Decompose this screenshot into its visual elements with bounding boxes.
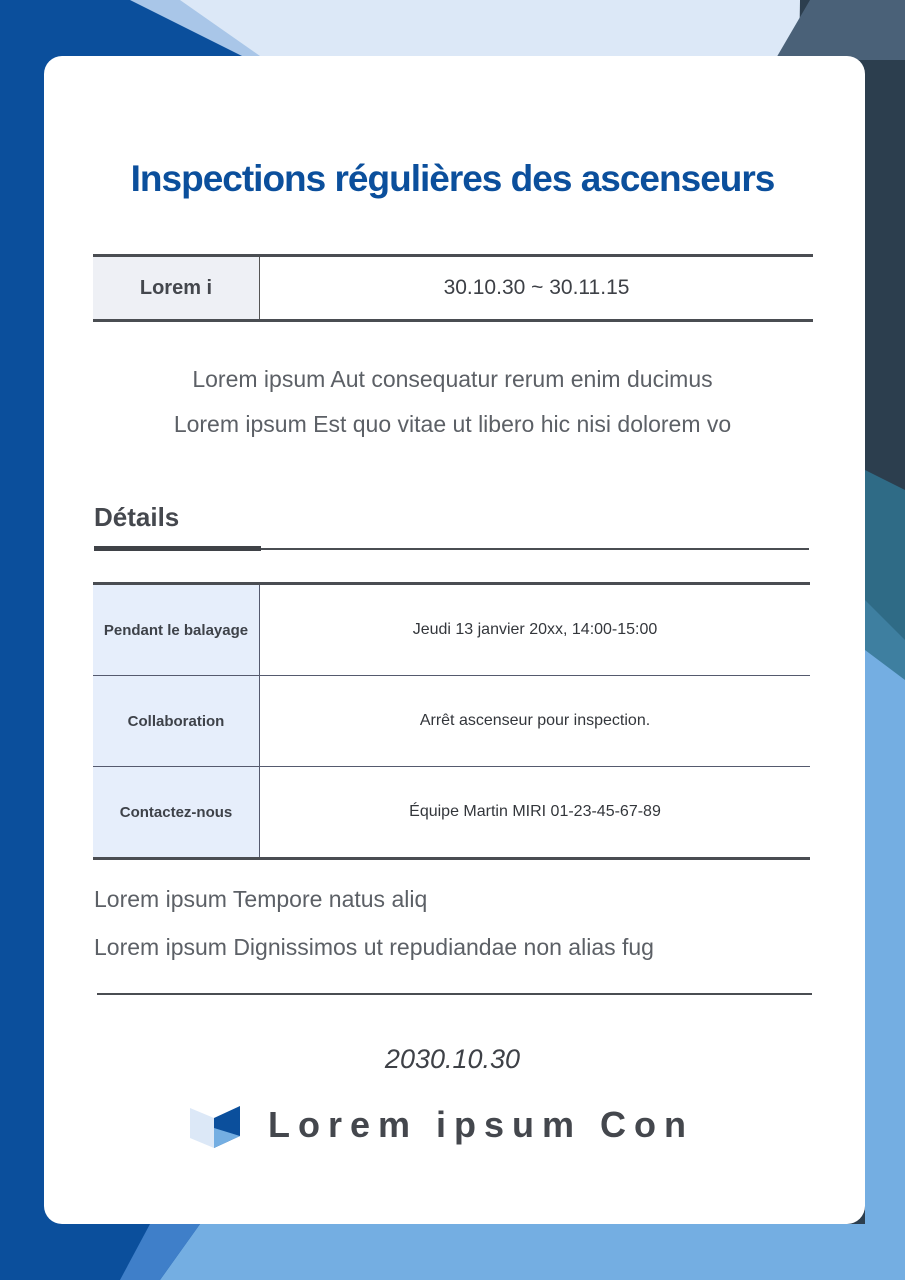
details-heading: Détails bbox=[94, 502, 180, 532]
period-value: 30.10.30 ~ 30.11.15 bbox=[443, 276, 630, 299]
row-value: Jeudi 13 janvier 20xx, 14:00-15:00 bbox=[412, 621, 658, 638]
period-table bbox=[93, 254, 813, 322]
row-value: Arrêt ascenseur pour inspection. bbox=[419, 712, 651, 729]
period-label: Lorem i bbox=[93, 257, 260, 319]
row-label: Contactez-nous bbox=[93, 767, 260, 857]
note-line: Lorem ipsum Tempore natus aliq bbox=[94, 886, 428, 912]
page-title: Inspections régulières des ascenseurs bbox=[130, 158, 775, 199]
footer-date: 2030.10.30 bbox=[384, 1044, 521, 1074]
note-line: Lorem ipsum Dignissimos ut repudiandae non alias fug bbox=[94, 934, 654, 960]
table-row bbox=[93, 766, 810, 857]
row-label: Pendant le balayage bbox=[93, 585, 260, 675]
row-value: Équipe Martin MIRI 01-23-45-67-89 bbox=[409, 803, 661, 820]
details-divider-accent bbox=[94, 546, 261, 551]
footer-divider bbox=[97, 993, 812, 995]
row-label: Collaboration bbox=[93, 676, 260, 766]
table-row bbox=[93, 675, 810, 766]
table-row bbox=[93, 585, 810, 675]
intro-line: Lorem ipsum Est quo vitae ut libero hic nisi dolorem vo bbox=[173, 411, 732, 437]
details-table bbox=[93, 582, 810, 860]
cube-logo-icon bbox=[188, 1104, 242, 1150]
intro-line: Lorem ipsum Aut consequatur rerum enim ducimus bbox=[192, 366, 713, 392]
company-name: Lorem ipsum Con bbox=[268, 1104, 695, 1145]
